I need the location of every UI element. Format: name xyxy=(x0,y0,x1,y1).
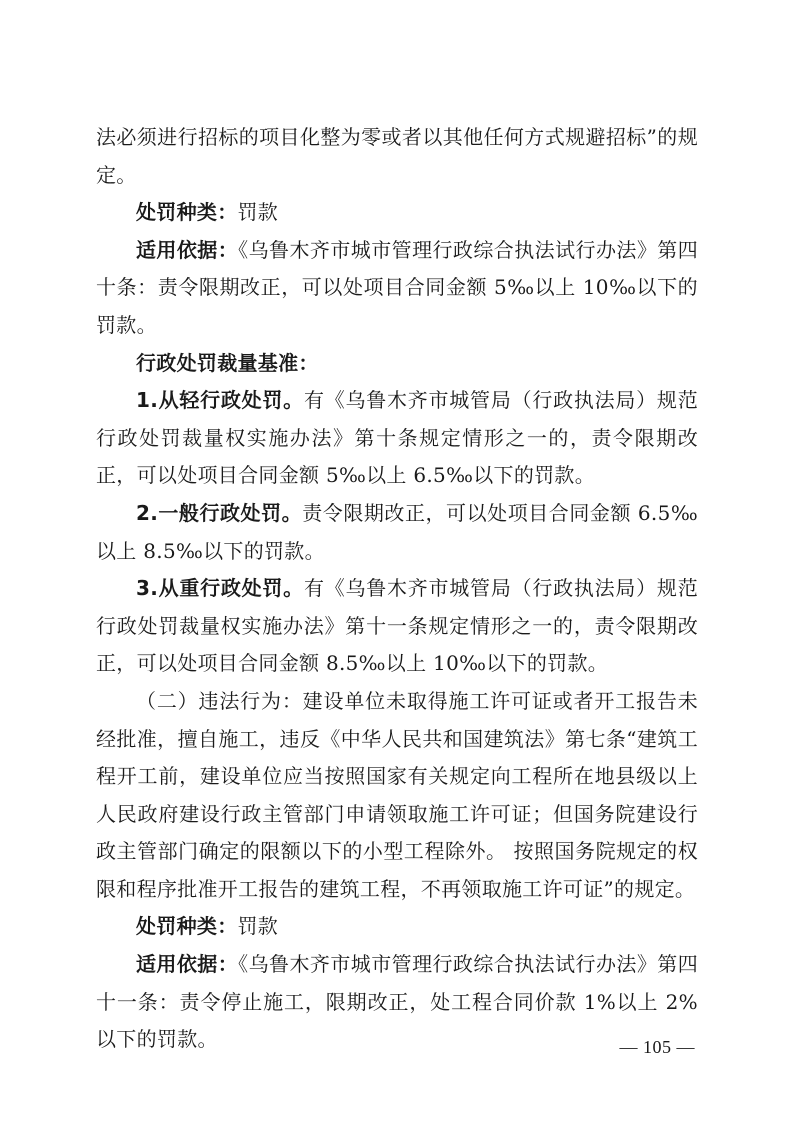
paragraph-general-penalty xyxy=(96,495,698,570)
paragraph-text: 罚款 xyxy=(237,914,279,939)
paragraph-label: 适用依据： xyxy=(136,237,239,262)
paragraph-penalty-type-2 xyxy=(96,908,698,946)
paragraph-text: 责令限期改正，可以处项目合同金额 6.5‰以上 8.5‰以下的罚款。 xyxy=(96,500,698,563)
paragraph-label: 适用依据： xyxy=(136,952,239,977)
paragraph-legal-basis xyxy=(96,232,698,345)
paragraph-label: 处罚种类： xyxy=(136,914,238,939)
paragraph-label: 2.一般行政处罚。 xyxy=(136,500,303,525)
page-number: — 105 — xyxy=(619,1037,695,1057)
paragraph-penalty-type xyxy=(96,194,698,232)
paragraph-text: 《乌鲁木齐市城市管理行政综合执法试行办法》第四十条：责令限期改正，可以处项目合同金额 5‰以上 10‰以下的罚款。 xyxy=(96,237,698,337)
paragraph-violation-2 xyxy=(96,683,698,909)
document-body xyxy=(96,119,698,1059)
paragraph-severe-penalty xyxy=(96,570,698,683)
paragraph-label: 行政处罚裁量基准： xyxy=(136,350,319,375)
paragraph-continuation xyxy=(96,119,698,194)
paragraph-discretion-heading xyxy=(96,345,698,383)
paragraph-lenient-penalty xyxy=(96,382,698,495)
paragraph-text: 法必须进行招标的项目化整为零或者以其他任何方式规避招标”的规定。 xyxy=(96,125,698,187)
paragraph-label: 1.从轻行政处罚。 xyxy=(136,388,304,413)
paragraph-text: （二）违法行为：建设单位未取得施工许可证或者开工报告未经批准，擅自施工，违反《中华人民共和国建筑法》第七条“建筑工程开工前，建设单位应当按照国家有关规定向工程所在地县级以上人民政府建设行政主管部门申请领取施工许可证；但国务院建设行政主管部门确定的限额以下的小型工程除外。 按照国务院规定的权限和程序批准开工报告的建筑工程，不再领取施工许可证”的规定。 xyxy=(96,688,698,901)
paragraph-label: 处罚种类： xyxy=(136,200,238,225)
paragraph-legal-basis-2 xyxy=(96,946,698,1059)
paragraph-text: 有《乌鲁木齐市城管局（行政执法局）规范行政处罚裁量权实施办法》第十条规定情形之一的，责令限期改正，可以处项目合同金额 5‰以上 6.5‰以下的罚款。 xyxy=(96,388,698,488)
paragraph-label: 3.从重行政处罚。 xyxy=(136,576,304,601)
paragraph-text: 《乌鲁木齐市城市管理行政综合执法试行办法》第四十一条：责令停止施工，限期改正，处工程合同价款 1%以上 2%以下的罚款。 xyxy=(96,952,698,1052)
paragraph-text: 罚款 xyxy=(237,200,279,225)
paragraph-text: 有《乌鲁木齐市城管局（行政执法局）规范行政处罚裁量权实施办法》第十一条规定情形之一的，责令限期改正，可以处项目合同金额 8.5‰以上 10‰以下的罚款。 xyxy=(96,576,698,676)
